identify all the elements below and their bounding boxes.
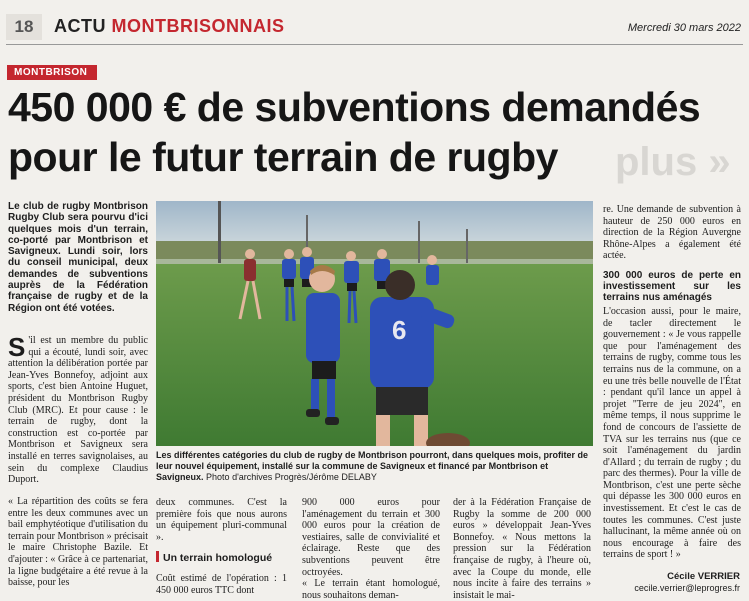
body-text-3a: 900 000 euros pour l'aménagement du terrain et 300 000 euros pour la création de vestiaires, salle de convivialité et éclairage. Reste que des subventions peuvent être octroyées.: [302, 497, 440, 578]
author-email: cecile.verrier@leprogres.fr: [634, 583, 740, 593]
body-column-5: [603, 204, 741, 561]
body-text-4: der à la Fédération Française de Rugby la somme de 200 000 euros » développait Jean-Yves Bonnefoy. « Nous mettons la pression sur la Fédération française de rugby, à l'heure où, avec la Coupe du monde, elle nous incite à faire des terrains » insistait le mai-: [453, 497, 591, 601]
body-column-1: [8, 332, 148, 486]
subhead-perte: 300 000 euros de perte en investissement sur les terrains nus aménagés: [603, 269, 741, 303]
body-column-3: [302, 497, 440, 601]
drop-cap: S: [8, 332, 26, 362]
body-text-5a: re. Une demande de subvention à hauteur de 250 000 euros en direction de la Région Auvergne Rhône-Alpes a également été actée.: [603, 204, 741, 262]
rugby-photo-illustration: [156, 201, 593, 446]
body-text-1b: « La répartition des coûts se fera entre les deux communes avec un bail emphytéotique d'utilisation du terrain pour Montbrison » précisait le maire Christophe Bazile. Et d'ajouter : « Grâce à ce partenariat, la ligne budgétaire a été revue à la baisse, pour les: [8, 496, 148, 589]
body-text-2a: deux communes. C'est la première fois que nous aurons un équipement pluri-communal ».: [156, 497, 287, 543]
body-text-5b: L'occasion aussi, pour le maire, de tacler directement le gouvernement : « Je vous rappelle que pour l'aménagement des terrains de rugby, comme tous les terrains nus de la commune, on a eu une très belle nouvelle de l'État : pendant qu'il lance un appel à projet "Terre de jeu 2024", en même temps, il nous supprime le fond de concours de l'assiette de TVA sur les terrains nus (que ce soit l'aménagement du jardin d'Allard ; du terrain de rugby ; du parc des thermes). Pour la ville de Montbrison, c'est une perte sèche qui dépasse les 300 000 euros en investissement. Et c'est le cas de toutes les communes. C'est juste hallucinant, la même année où on nous encourage à faire des terrains de sport ! »: [603, 305, 741, 561]
issue-date: Mercredi 30 mars 2022: [627, 22, 741, 34]
body-column-1b: [8, 496, 148, 589]
body-column-2: [156, 497, 287, 596]
page-number: 18: [6, 14, 42, 40]
headline-line-2: pour le futur terrain de rugby: [8, 134, 558, 180]
background-word: plus »: [615, 140, 731, 184]
article-lead: Le club de rugby Montbrison Rugby Club sera pourvu d'ici quelques mois d'un terrain, co-porté par Montbrison et Savigneux. Lundi soir, lors du conseil municipal, deux demandes de subventions auprès de la Fédération française de rugby et de la Région ont été votées.: [8, 201, 148, 314]
headline-line-1: 450 000 € de subventions demandés: [8, 84, 701, 130]
page-header: [0, 8, 749, 44]
rugby-photo: [156, 201, 593, 446]
body-text-1: 'il est un membre du public qui a écouté, lundi soir, avec attention la délibération portée par Jean-Yves Bonnefoy, adjoint aux sports, c'est bien Antoine Huguet, président du Montbrison Rugby Club (MRC). Et pour cause : le terrain de rugby, dont la construction est co-portée par Montbrison et Savigneux sera installé en terres savignolaises, au sein du complexe Claudius Duport.: [8, 335, 148, 486]
author-signature: Cécile VERRIER: [667, 571, 740, 582]
body-text-3b: « Le terrain étant homologué, nous souhaitons deman-: [302, 578, 440, 601]
jersey-number: 6: [392, 315, 407, 345]
subhead-homologue: Un terrain homologué: [156, 551, 287, 565]
article-headline: [8, 82, 744, 182]
section-title-part2: MONTBRISONNAIS: [111, 16, 285, 36]
kicker-label: MONTBRISON: [7, 65, 97, 80]
section-title: [54, 16, 285, 37]
photo-credit: Photo d'archives Progrès/Jérôme DELABY: [206, 472, 377, 482]
caption-text: Les différentes catégories du club de rugby de Montbrison pourront, dans quelques mois, profiter de leur nouvel équipement, installé sur la commune de Savigneux et financé par Montbrison et Savigneux.: [156, 450, 589, 482]
header-rule: [6, 44, 743, 45]
section-title-part1: ACTU: [54, 16, 112, 36]
body-column-4: [453, 497, 591, 601]
body-text-2b: Coût estimé de l'opération : 1 450 000 euros TTC dont: [156, 572, 287, 596]
photo-caption: [156, 450, 593, 483]
